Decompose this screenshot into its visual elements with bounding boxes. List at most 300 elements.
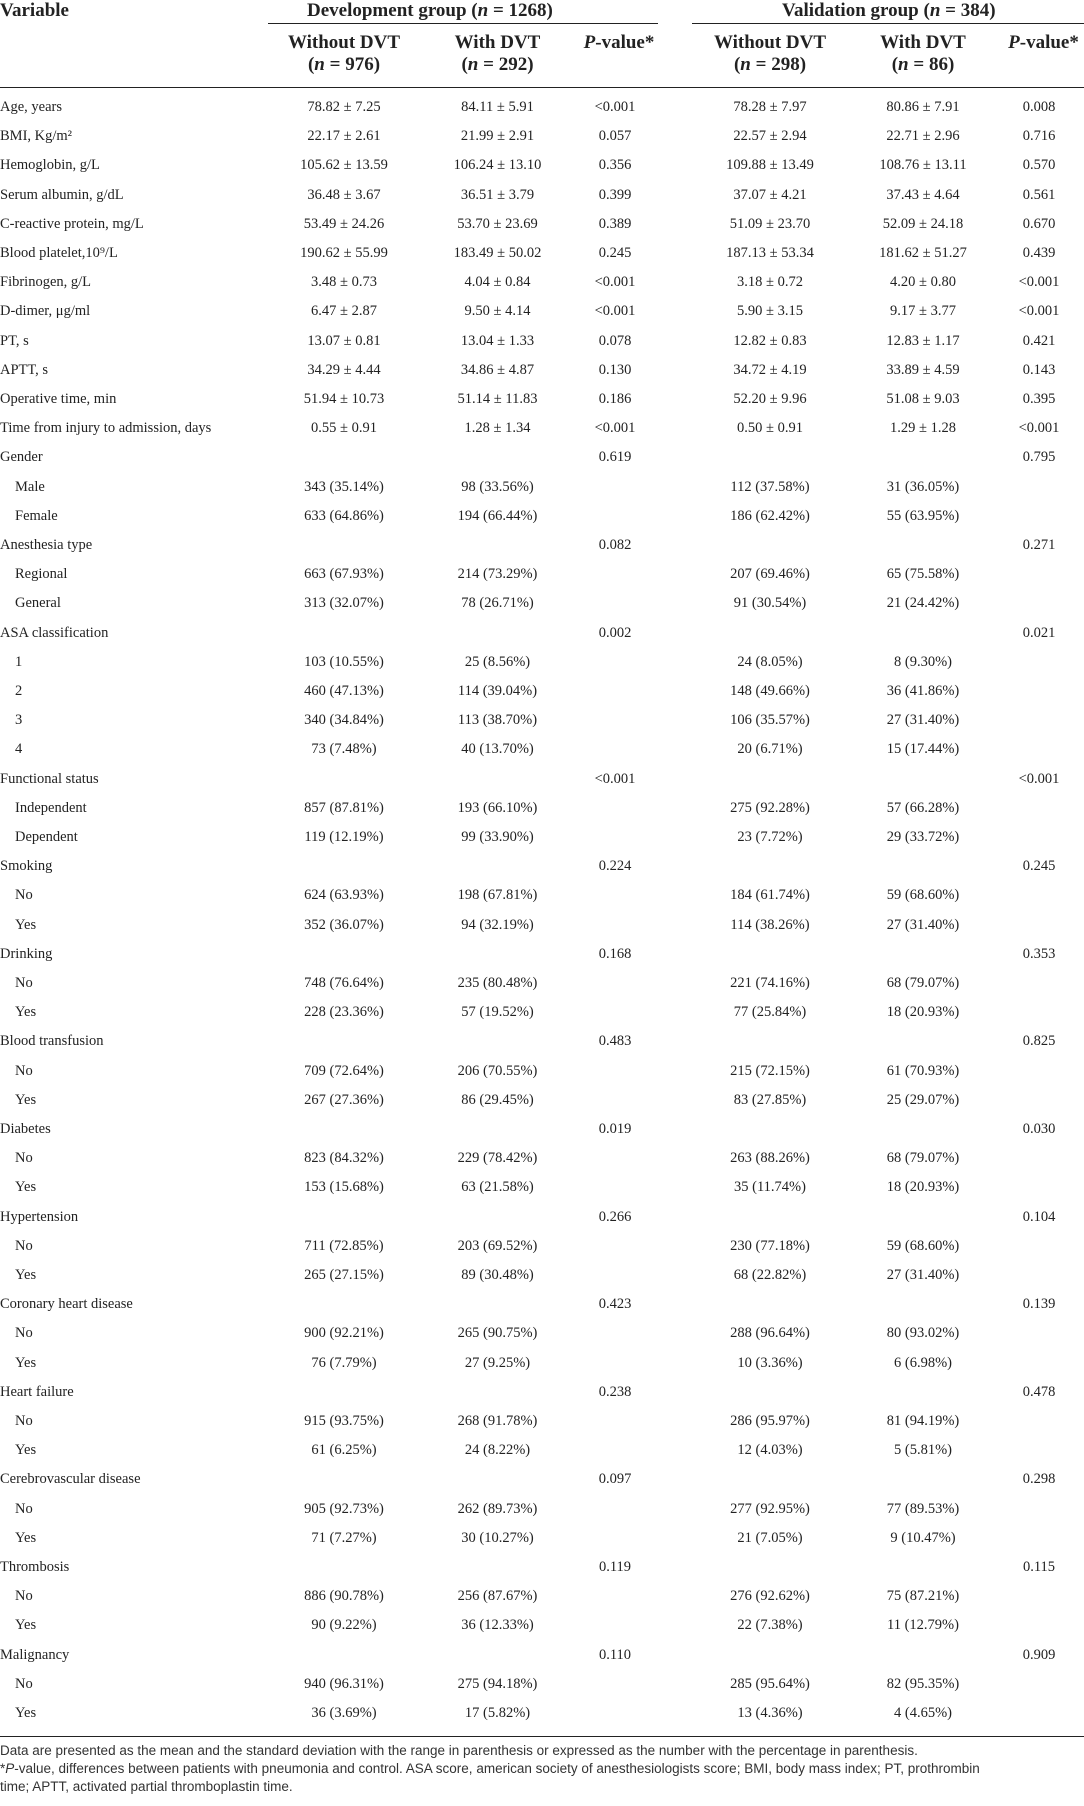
cell-dev-with-dvt: 25 (8.56%) xyxy=(464,653,531,670)
cell-val-without-dvt: 275 (92.28%) xyxy=(730,799,810,816)
development-group-underline xyxy=(268,23,658,24)
cell-val-without-dvt: 288 (96.64%) xyxy=(730,1325,810,1342)
cell-val-without-dvt: 5.90 ± 3.15 xyxy=(737,303,803,320)
cell-dev-without-dvt: 267 (27.36%) xyxy=(304,1091,384,1108)
cell-dev-with-dvt: 229 (78.42%) xyxy=(457,1150,538,1167)
table-row xyxy=(0,1351,1084,1380)
cell-dev-p-value: 0.356 xyxy=(598,157,632,174)
cell-dev-without-dvt: 36.48 ± 3.67 xyxy=(307,186,381,203)
table-row xyxy=(0,124,1084,153)
row-label: Yes xyxy=(15,1179,37,1196)
row-label: No xyxy=(15,887,33,904)
header-development-group: Development group (n = 1268) xyxy=(307,0,553,21)
cell-val-without-dvt: 51.09 ± 23.70 xyxy=(729,215,811,232)
cell-val-with-dvt: 5 (5.81%) xyxy=(894,1442,952,1459)
cell-val-without-dvt: 286 (95.97%) xyxy=(730,1413,810,1429)
table-row xyxy=(0,358,1084,387)
cell-val-with-dvt: 8 (9.30%) xyxy=(894,653,952,670)
table-row xyxy=(0,1497,1084,1526)
cell-val-p-value: 0.115 xyxy=(1022,1559,1056,1575)
row-label: No xyxy=(15,1237,33,1254)
cell-val-with-dvt: 37.43 ± 4.64 xyxy=(886,186,960,203)
cell-val-with-dvt: 82 (95.35%) xyxy=(886,1675,960,1692)
cell-dev-without-dvt: 748 (76.64%) xyxy=(304,975,384,991)
row-label: No xyxy=(15,975,33,991)
table-row xyxy=(0,241,1084,270)
cell-val-with-dvt: 59 (68.60%) xyxy=(886,1237,960,1254)
cell-val-without-dvt: 187.13 ± 53.34 xyxy=(726,245,814,261)
cell-dev-with-dvt: 53.70 ± 23.69 xyxy=(457,215,538,232)
cell-dev-without-dvt: 900 (92.21%) xyxy=(304,1325,384,1342)
table-row xyxy=(0,1584,1084,1613)
cell-val-with-dvt: 57 (66.28%) xyxy=(886,799,960,816)
cell-dev-with-dvt: 256 (87.67%) xyxy=(457,1588,538,1605)
cell-val-without-dvt: 221 (74.16%) xyxy=(730,975,810,991)
cell-dev-with-dvt: 36.51 ± 3.79 xyxy=(460,186,535,203)
cell-val-without-dvt: 78.28 ± 7.97 xyxy=(733,99,807,115)
table-row xyxy=(0,1146,1084,1175)
cell-dev-without-dvt: 265 (27.15%) xyxy=(304,1267,384,1283)
cell-dev-with-dvt: 94 (32.19%) xyxy=(461,916,534,933)
cell-dev-p-value: <0.001 xyxy=(594,303,636,320)
table-row xyxy=(0,299,1084,328)
cell-val-p-value: 0.670 xyxy=(1022,215,1056,232)
cell-dev-without-dvt: 3.48 ± 0.73 xyxy=(311,274,377,291)
cell-dev-without-dvt: 313 (32.07%) xyxy=(304,595,384,612)
cell-val-p-value: <0.001 xyxy=(1018,420,1060,437)
row-label: Hemoglobin, g/L xyxy=(0,157,100,174)
cell-dev-with-dvt: 21.99 ± 2.91 xyxy=(460,128,535,145)
table-row xyxy=(0,212,1084,241)
table-row xyxy=(0,533,1084,562)
cell-val-with-dvt: 61 (70.93%) xyxy=(886,1062,960,1079)
cell-val-without-dvt: 10 (3.36%) xyxy=(737,1354,803,1371)
cell-val-with-dvt: 22.71 ± 2.96 xyxy=(886,128,960,145)
cell-val-without-dvt: 285 (95.64%) xyxy=(730,1675,810,1692)
table-row xyxy=(0,621,1084,650)
cell-val-without-dvt: 207 (69.46%) xyxy=(730,566,810,583)
cell-val-p-value: 0.570 xyxy=(1022,157,1056,174)
cell-dev-with-dvt: 51.14 ± 11.83 xyxy=(457,391,538,407)
cell-val-p-value: 0.008 xyxy=(1022,99,1056,115)
cell-dev-with-dvt: 113 (38.70%) xyxy=(457,712,538,729)
cell-val-p-value: 0.716 xyxy=(1022,128,1056,145)
row-label: 1 xyxy=(15,653,23,670)
table-row xyxy=(0,416,1084,445)
cell-dev-p-value: 0.423 xyxy=(598,1296,632,1313)
cell-val-without-dvt: 22 (7.38%) xyxy=(737,1617,803,1634)
table-row xyxy=(0,1000,1084,1029)
row-label: Malignancy xyxy=(0,1646,70,1663)
row-label: PT, s xyxy=(0,332,29,349)
table-row xyxy=(0,562,1084,591)
cell-val-with-dvt: 12.83 ± 1.17 xyxy=(886,332,960,349)
row-label: Yes xyxy=(15,1705,37,1721)
cell-dev-with-dvt: 183.49 ± 50.02 xyxy=(453,245,542,261)
row-label: Coronary heart disease xyxy=(0,1296,133,1313)
cell-dev-with-dvt: 24 (8.22%) xyxy=(464,1442,531,1459)
cell-val-with-dvt: 33.89 ± 4.59 xyxy=(886,361,960,378)
cell-dev-p-value: 0.224 xyxy=(598,858,632,875)
cell-val-without-dvt: 3.18 ± 0.72 xyxy=(737,274,803,291)
cell-dev-with-dvt: 57 (19.52%) xyxy=(461,1004,534,1021)
row-label: General xyxy=(15,595,61,612)
cell-val-p-value: 0.825 xyxy=(1022,1033,1056,1050)
row-label: No xyxy=(15,1325,33,1342)
cell-dev-p-value: 0.389 xyxy=(598,215,632,232)
cell-dev-with-dvt: 268 (91.78%) xyxy=(457,1413,538,1429)
cell-val-with-dvt: 27 (31.40%) xyxy=(886,712,960,729)
header-val-with-dvt: With DVT (n = 86) xyxy=(880,32,966,75)
table-row xyxy=(0,1380,1084,1409)
cell-val-with-dvt: 4.20 ± 0.80 xyxy=(890,274,956,291)
cell-val-without-dvt: 13 (4.36%) xyxy=(737,1705,803,1721)
cell-val-p-value: 0.143 xyxy=(1022,361,1056,378)
row-label: D-dimer, μg/ml xyxy=(0,303,91,320)
cell-val-with-dvt: 27 (31.40%) xyxy=(886,1267,960,1283)
cell-dev-without-dvt: 228 (23.36%) xyxy=(304,1004,384,1021)
row-label: APTT, s xyxy=(0,361,49,378)
cell-dev-p-value: 0.078 xyxy=(598,332,632,349)
table-row xyxy=(0,650,1084,679)
cell-val-without-dvt: 109.88 ± 13.49 xyxy=(726,157,814,174)
cell-dev-without-dvt: 13.07 ± 0.81 xyxy=(307,332,381,349)
row-label: No xyxy=(15,1675,33,1692)
row-label: Anesthesia type xyxy=(0,537,93,553)
row-label: Thrombosis xyxy=(0,1559,70,1575)
cell-val-with-dvt: 9 (10.47%) xyxy=(890,1529,956,1546)
validation-group-underline xyxy=(692,23,1084,24)
cell-val-with-dvt: 15 (17.44%) xyxy=(886,741,960,758)
cell-val-p-value: 0.298 xyxy=(1022,1471,1056,1488)
cell-val-with-dvt: 68 (79.07%) xyxy=(886,1150,960,1167)
cell-dev-with-dvt: 98 (33.56%) xyxy=(461,478,534,495)
cell-dev-without-dvt: 22.17 ± 2.61 xyxy=(307,128,381,145)
cell-val-p-value: 0.421 xyxy=(1022,332,1056,349)
table-row xyxy=(0,1438,1084,1467)
table-row xyxy=(0,1263,1084,1292)
footnote-abbreviations-cont: time; APTT, activated partial thromboplastin time. xyxy=(0,1779,293,1794)
row-label: Female xyxy=(15,507,58,524)
cell-dev-without-dvt: 340 (34.84%) xyxy=(304,712,384,729)
table-row xyxy=(0,1029,1084,1058)
cell-val-with-dvt: 181.62 ± 51.27 xyxy=(879,245,967,261)
cell-dev-with-dvt: 4.04 ± 0.84 xyxy=(464,274,531,291)
cell-val-p-value: <0.001 xyxy=(1018,770,1060,787)
cell-dev-p-value: <0.001 xyxy=(594,274,636,291)
cell-val-with-dvt: 77 (89.53%) xyxy=(886,1500,960,1517)
header-dev-with-dvt: With DVT (n = 292) xyxy=(454,32,541,75)
cell-dev-without-dvt: 823 (84.32%) xyxy=(304,1150,384,1167)
table-row xyxy=(0,854,1084,883)
cell-dev-with-dvt: 9.50 ± 4.14 xyxy=(464,303,531,320)
cell-val-without-dvt: 23 (7.72%) xyxy=(737,829,803,845)
row-label: Smoking xyxy=(0,858,53,875)
row-label: Yes xyxy=(15,916,37,933)
cell-dev-p-value: 0.082 xyxy=(598,537,632,553)
table-row xyxy=(0,183,1084,212)
cell-val-without-dvt: 263 (88.26%) xyxy=(730,1150,810,1167)
cell-dev-p-value: 0.019 xyxy=(598,1121,632,1137)
cell-dev-without-dvt: 886 (90.78%) xyxy=(304,1588,384,1605)
cell-dev-without-dvt: 103 (10.55%) xyxy=(304,653,384,670)
cell-dev-with-dvt: 235 (80.48%) xyxy=(457,975,538,991)
cell-dev-without-dvt: 76 (7.79%) xyxy=(311,1354,377,1371)
row-label: Age, years xyxy=(0,99,63,115)
row-label: BMI, Kg/m² xyxy=(0,128,73,145)
cell-dev-with-dvt: 198 (67.81%) xyxy=(457,887,538,904)
row-label: No xyxy=(15,1150,33,1167)
cell-dev-with-dvt: 27 (9.25%) xyxy=(464,1354,531,1371)
row-label: Fibrinogen, g/L xyxy=(0,274,92,291)
row-label: Blood platelet,10⁹/L xyxy=(0,245,118,261)
table-row xyxy=(0,1205,1084,1234)
cell-dev-with-dvt: 1.28 ± 1.34 xyxy=(464,420,531,437)
cell-val-p-value: 0.271 xyxy=(1022,537,1056,553)
cell-dev-p-value: 0.130 xyxy=(598,361,632,378)
cell-dev-without-dvt: 190.62 ± 55.99 xyxy=(300,245,388,261)
cell-dev-with-dvt: 106.24 ± 13.10 xyxy=(453,157,542,174)
cell-val-with-dvt: 29 (33.72%) xyxy=(886,829,960,845)
row-label: No xyxy=(15,1500,33,1517)
cell-dev-with-dvt: 78 (26.71%) xyxy=(461,595,534,612)
cell-val-with-dvt: 68 (79.07%) xyxy=(886,975,960,991)
cell-dev-with-dvt: 206 (70.55%) xyxy=(457,1062,538,1079)
cell-val-p-value: 0.245 xyxy=(1022,858,1056,875)
cell-val-without-dvt: 77 (25.84%) xyxy=(733,1004,807,1021)
cell-dev-without-dvt: 51.94 ± 10.73 xyxy=(303,391,385,407)
row-label: Hypertension xyxy=(0,1208,79,1225)
table-row xyxy=(0,270,1084,299)
table-row xyxy=(0,796,1084,825)
cell-dev-with-dvt: 40 (13.70%) xyxy=(461,741,534,758)
cell-val-without-dvt: 12.82 ± 0.83 xyxy=(733,332,807,349)
cell-val-p-value: 0.139 xyxy=(1022,1296,1056,1313)
cell-dev-without-dvt: 78.82 ± 7.25 xyxy=(307,99,381,115)
cell-dev-without-dvt: 153 (15.68%) xyxy=(304,1179,384,1196)
cell-val-without-dvt: 277 (92.95%) xyxy=(730,1500,810,1517)
cell-dev-without-dvt: 0.55 ± 0.91 xyxy=(311,420,377,437)
row-label: Yes xyxy=(15,1529,37,1546)
cell-val-without-dvt: 35 (11.74%) xyxy=(734,1179,806,1196)
table-row xyxy=(0,1643,1084,1672)
row-label: Time from injury to admission, days xyxy=(0,420,212,437)
cell-val-without-dvt: 12 (4.03%) xyxy=(737,1442,803,1459)
table-row xyxy=(0,1555,1084,1584)
table-row xyxy=(0,1701,1084,1730)
table-row xyxy=(0,825,1084,854)
row-label: Serum albumin, g/dL xyxy=(0,186,124,203)
footnote-data-presentation: Data are presented as the mean and the standard deviation with the range in parenthesis or expressed as the number with the percentage in parenthesis. xyxy=(0,1743,918,1758)
header-val-p-value: P-value* xyxy=(1008,32,1079,53)
cell-dev-with-dvt: 13.04 ± 1.33 xyxy=(460,332,535,349)
row-label: Yes xyxy=(15,1442,37,1459)
cell-val-without-dvt: 148 (49.66%) xyxy=(730,683,810,699)
cell-val-without-dvt: 52.20 ± 9.96 xyxy=(733,391,807,407)
cell-dev-p-value: <0.001 xyxy=(594,99,636,115)
cell-val-p-value: 0.795 xyxy=(1022,449,1056,466)
row-label: 4 xyxy=(15,741,23,758)
row-label: C-reactive protein, mg/L xyxy=(0,215,144,232)
cell-val-with-dvt: 80.86 ± 7.91 xyxy=(886,99,960,115)
cell-val-without-dvt: 83 (27.85%) xyxy=(733,1091,807,1108)
cell-val-without-dvt: 186 (62.42%) xyxy=(730,507,810,524)
cell-val-without-dvt: 114 (38.26%) xyxy=(730,916,810,933)
header-variable: Variable xyxy=(0,0,69,21)
cell-dev-without-dvt: 34.29 ± 4.44 xyxy=(307,361,381,378)
row-label: Regional xyxy=(15,566,68,583)
cell-dev-without-dvt: 709 (72.64%) xyxy=(304,1062,384,1079)
table-row xyxy=(0,153,1084,182)
cell-val-with-dvt: 18 (20.93%) xyxy=(886,1004,960,1021)
table-row xyxy=(0,737,1084,766)
cell-dev-without-dvt: 6.47 ± 2.87 xyxy=(311,303,377,320)
table-row xyxy=(0,1409,1084,1438)
cell-val-with-dvt: 4 (4.65%) xyxy=(894,1705,952,1721)
table-row xyxy=(0,475,1084,504)
cell-dev-without-dvt: 624 (63.93%) xyxy=(304,887,384,904)
cell-dev-without-dvt: 940 (96.31%) xyxy=(304,1675,384,1692)
row-label: 2 xyxy=(15,683,23,699)
cell-val-p-value: 0.439 xyxy=(1022,245,1056,261)
cell-dev-p-value: 0.097 xyxy=(598,1471,632,1488)
table-row xyxy=(0,767,1084,796)
cell-val-without-dvt: 20 (6.71%) xyxy=(737,741,803,758)
cell-val-without-dvt: 215 (72.15%) xyxy=(730,1062,810,1079)
cell-val-with-dvt: 81 (94.19%) xyxy=(886,1413,960,1429)
cell-val-p-value: 0.395 xyxy=(1022,391,1056,407)
table-row xyxy=(0,329,1084,358)
cell-dev-without-dvt: 105.62 ± 13.59 xyxy=(300,157,388,174)
cell-val-with-dvt: 51.08 ± 9.03 xyxy=(886,391,960,407)
cell-dev-with-dvt: 63 (21.58%) xyxy=(461,1179,534,1196)
table-row xyxy=(0,445,1084,474)
cell-dev-without-dvt: 71 (7.27%) xyxy=(311,1529,377,1546)
table-row xyxy=(0,971,1084,1000)
cell-dev-without-dvt: 36 (3.69%) xyxy=(311,1705,377,1721)
cell-dev-without-dvt: 90 (9.22%) xyxy=(311,1617,377,1634)
row-label: Yes xyxy=(15,1617,37,1634)
cell-dev-without-dvt: 711 (72.85%) xyxy=(304,1237,384,1254)
cell-val-without-dvt: 21 (7.05%) xyxy=(737,1529,803,1546)
cell-dev-p-value: 0.483 xyxy=(598,1033,632,1050)
cell-val-with-dvt: 11 (12.79%) xyxy=(887,1617,959,1634)
cell-dev-with-dvt: 194 (66.44%) xyxy=(457,507,538,524)
row-label: Yes xyxy=(15,1091,37,1108)
row-label: No xyxy=(15,1062,33,1079)
cell-val-without-dvt: 230 (77.18%) xyxy=(730,1237,810,1254)
table-row xyxy=(0,1613,1084,1642)
row-label: Functional status xyxy=(0,770,99,787)
header-dev-without-dvt: Without DVT (n = 976) xyxy=(287,32,401,75)
cell-dev-with-dvt: 114 (39.04%) xyxy=(457,683,538,699)
cell-dev-without-dvt: 352 (36.07%) xyxy=(304,916,384,933)
cell-val-with-dvt: 25 (29.07%) xyxy=(886,1091,960,1108)
cell-dev-without-dvt: 857 (87.81%) xyxy=(304,799,384,816)
header-val-without-dvt: Without DVT (n = 298) xyxy=(713,32,827,75)
cell-dev-with-dvt: 17 (5.82%) xyxy=(464,1705,531,1721)
row-label: Cerebrovascular disease xyxy=(0,1471,141,1488)
cell-dev-without-dvt: 663 (67.93%) xyxy=(304,566,384,583)
cell-val-p-value: 0.030 xyxy=(1022,1121,1056,1137)
table-row xyxy=(0,1234,1084,1263)
cell-dev-with-dvt: 84.11 ± 5.91 xyxy=(461,99,534,115)
cell-dev-without-dvt: 633 (64.86%) xyxy=(304,507,384,524)
table-row xyxy=(0,591,1084,620)
cell-val-without-dvt: 24 (8.05%) xyxy=(737,653,803,670)
cell-dev-without-dvt: 61 (6.25%) xyxy=(311,1442,377,1459)
table-row xyxy=(0,679,1084,708)
row-label: No xyxy=(15,1413,33,1429)
cell-dev-without-dvt: 460 (47.13%) xyxy=(304,683,384,699)
bottom-rule xyxy=(0,1736,1084,1737)
cell-val-with-dvt: 31 (36.05%) xyxy=(886,478,960,495)
row-label: Heart failure xyxy=(0,1383,74,1400)
cell-val-with-dvt: 55 (63.95%) xyxy=(886,507,960,524)
table-row xyxy=(0,1526,1084,1555)
cell-val-without-dvt: 22.57 ± 2.94 xyxy=(733,128,807,145)
cell-dev-with-dvt: 99 (33.90%) xyxy=(461,829,534,845)
cell-dev-with-dvt: 203 (69.52%) xyxy=(457,1237,538,1254)
cell-val-p-value: 0.353 xyxy=(1022,945,1056,962)
cell-dev-without-dvt: 905 (92.73%) xyxy=(304,1500,384,1517)
cell-val-with-dvt: 9.17 ± 3.77 xyxy=(890,303,956,320)
cell-dev-p-value: 0.238 xyxy=(598,1383,632,1400)
cell-val-with-dvt: 21 (24.42%) xyxy=(886,595,960,612)
cell-val-p-value: 0.021 xyxy=(1022,624,1056,641)
table-row xyxy=(0,708,1084,737)
row-label: Dependent xyxy=(15,829,78,845)
cell-dev-with-dvt: 265 (90.75%) xyxy=(457,1325,538,1342)
cell-val-without-dvt: 91 (30.54%) xyxy=(733,595,807,612)
cell-dev-p-value: 0.619 xyxy=(598,449,632,466)
row-label: Independent xyxy=(15,799,87,816)
cell-dev-p-value: 0.119 xyxy=(598,1559,632,1575)
cell-val-with-dvt: 75 (87.21%) xyxy=(886,1588,960,1605)
header-dev-p-value: P-value* xyxy=(583,32,655,53)
footnote-abbreviations: *P-value, differences between patients with pneumonia and control. ASA score, american society of anesthesiologists score; BMI, body mass index; PT, prothrombin xyxy=(0,1761,980,1776)
cell-dev-p-value: 0.057 xyxy=(598,128,632,145)
cell-val-with-dvt: 18 (20.93%) xyxy=(886,1179,960,1196)
table-row xyxy=(0,883,1084,912)
cell-dev-p-value: 0.245 xyxy=(598,245,632,261)
table-row xyxy=(0,942,1084,971)
cell-dev-with-dvt: 36 (12.33%) xyxy=(461,1617,534,1634)
cell-dev-p-value: 0.399 xyxy=(598,186,632,203)
table-row xyxy=(0,1059,1084,1088)
table-row xyxy=(0,1117,1084,1146)
table-row xyxy=(0,1175,1084,1204)
cell-val-p-value: 0.561 xyxy=(1022,186,1056,203)
cell-dev-without-dvt: 119 (12.19%) xyxy=(304,829,384,845)
row-label: Blood transfusion xyxy=(0,1033,104,1050)
cell-val-without-dvt: 106 (35.57%) xyxy=(730,712,810,729)
table-row xyxy=(0,1467,1084,1496)
table-row xyxy=(0,387,1084,416)
cell-dev-with-dvt: 89 (30.48%) xyxy=(461,1267,534,1283)
row-label: Yes xyxy=(15,1004,37,1021)
cell-val-with-dvt: 52.09 ± 24.18 xyxy=(882,215,964,232)
row-label: Male xyxy=(15,478,45,495)
cell-val-with-dvt: 6 (6.98%) xyxy=(894,1354,952,1371)
row-label: Gender xyxy=(0,449,43,466)
header-rule xyxy=(0,87,1084,88)
cell-val-p-value: 0.909 xyxy=(1022,1646,1056,1663)
header-validation-group: Validation group (n = 384) xyxy=(782,0,996,21)
cell-val-without-dvt: 112 (37.58%) xyxy=(730,478,810,495)
table-row xyxy=(0,504,1084,533)
cell-val-without-dvt: 0.50 ± 0.91 xyxy=(737,420,803,437)
